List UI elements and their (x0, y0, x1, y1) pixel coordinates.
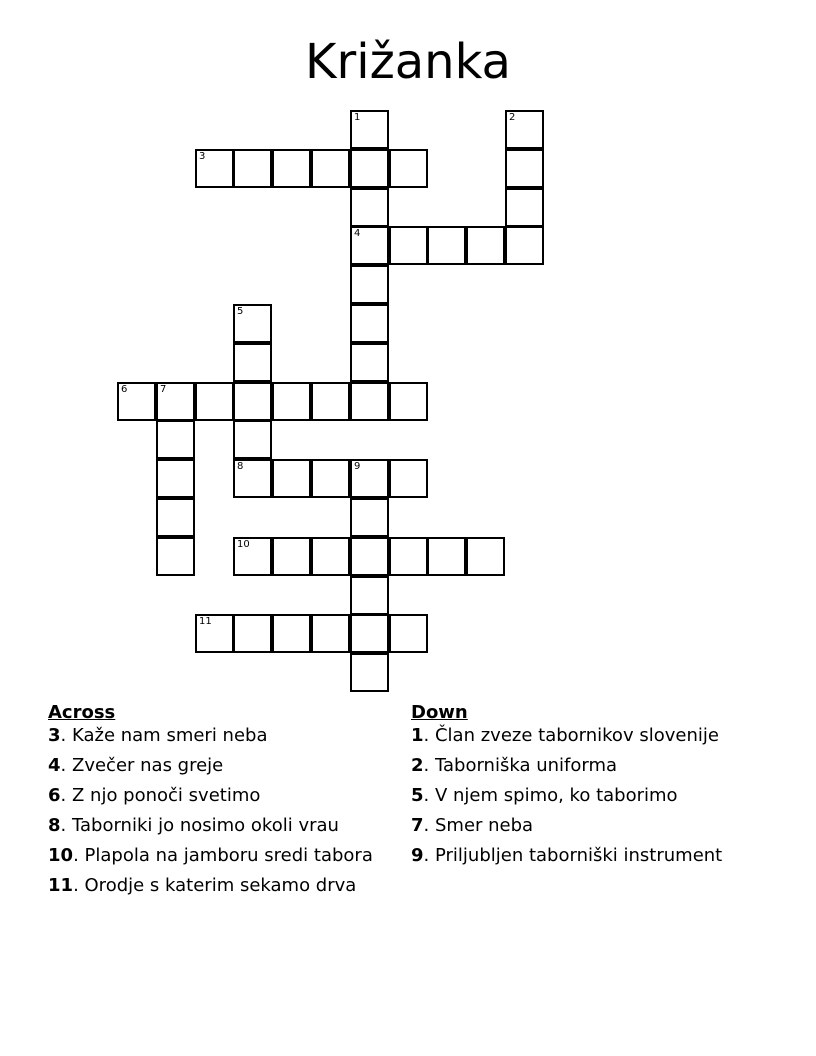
grid-cell[interactable] (156, 382, 195, 421)
across-clue-10: 10. Plapola na jamboru sredi tabora (48, 845, 373, 866)
grid-cell[interactable] (233, 149, 272, 188)
down-clue-5: 5. V njem spimo, ko taborimo (411, 785, 678, 806)
down-clue-7: 7. Smer neba (411, 815, 534, 836)
grid-cell[interactable] (195, 614, 234, 653)
grid-cell[interactable] (195, 149, 234, 188)
grid-cell[interactable] (350, 304, 389, 343)
grid-cell[interactable] (350, 110, 389, 149)
cell-number: 4 (354, 228, 361, 239)
clue-number: 2 (411, 755, 424, 776)
cell-number: 5 (237, 306, 244, 317)
grid-cell[interactable] (427, 226, 466, 265)
page-title: Križanka (305, 34, 511, 90)
grid-cell[interactable] (272, 459, 311, 498)
down-clue-2: 2. Taborniška uniforma (411, 755, 618, 776)
clue-text: Z njo ponoči svetimo (71, 785, 261, 806)
clue-number: 8 (48, 815, 61, 836)
grid-cell[interactable] (389, 382, 428, 421)
grid-cell[interactable] (233, 420, 272, 459)
clue-number: 11 (48, 875, 74, 896)
down-clue-9: 9. Priljubljen taborniški instrument (411, 845, 723, 866)
grid-cell[interactable] (272, 614, 311, 653)
grid-cell[interactable] (233, 304, 272, 343)
clue-text: Taborniška uniforma (434, 755, 618, 776)
grid-cell[interactable] (389, 226, 428, 265)
grid-cell[interactable] (350, 653, 389, 692)
grid-cell[interactable] (272, 149, 311, 188)
clue-number: 4 (48, 755, 61, 776)
grid-cell[interactable] (350, 537, 389, 576)
grid-cell[interactable] (389, 537, 428, 576)
grid-cell[interactable] (311, 614, 350, 653)
grid-cell[interactable] (505, 149, 544, 188)
grid-cell[interactable] (350, 188, 389, 227)
grid-cell[interactable] (233, 537, 272, 576)
clue-text: Taborniki jo nosimo okoli vrau (71, 815, 339, 836)
grid-cell[interactable] (505, 110, 544, 149)
grid-cell[interactable] (350, 382, 389, 421)
grid-cell[interactable] (466, 537, 505, 576)
grid-cell[interactable] (350, 226, 389, 265)
grid-cell[interactable] (233, 382, 272, 421)
cell-number: 7 (160, 384, 167, 395)
grid-cell[interactable] (350, 576, 389, 615)
cell-number: 3 (199, 151, 206, 162)
clue-number: 6 (48, 785, 61, 806)
grid-cell[interactable] (156, 537, 195, 576)
grid-cell[interactable] (427, 537, 466, 576)
clue-number: 3 (48, 725, 61, 746)
grid-cell[interactable] (350, 265, 389, 304)
grid-cell[interactable] (272, 537, 311, 576)
grid-cell[interactable] (117, 382, 156, 421)
grid-cell[interactable] (311, 382, 350, 421)
down-clue-1: 1. Član zveze tabornikov slovenije (411, 725, 719, 746)
cell-number: 1 (354, 112, 361, 123)
grid-cell[interactable] (389, 614, 428, 653)
clue-text: Priljubljen taborniški instrument (434, 845, 723, 866)
grid-cell[interactable] (505, 188, 544, 227)
clue-text: V njem spimo, ko taborimo (434, 785, 678, 806)
grid-cell[interactable] (466, 226, 505, 265)
clue-number: 7 (411, 815, 424, 836)
grid-cell[interactable] (195, 382, 234, 421)
grid-cell[interactable] (233, 343, 272, 382)
cell-number: 11 (199, 616, 212, 627)
cell-number: 6 (121, 384, 128, 395)
cell-number: 2 (509, 112, 516, 123)
grid-cell[interactable] (233, 614, 272, 653)
clue-text: Zvečer nas greje (71, 755, 224, 776)
clue-number: 5 (411, 785, 424, 806)
clue-text: Član zveze tabornikov slovenije (434, 725, 719, 746)
cell-number: 8 (237, 461, 244, 472)
grid-cell[interactable] (311, 149, 350, 188)
clue-text: Smer neba (434, 815, 534, 836)
clue-number: 1 (411, 725, 424, 746)
across-clue-8: 8. Taborniki jo nosimo okoli vrau (48, 815, 339, 836)
clue-text: Kaže nam smeri neba (71, 725, 268, 746)
across-clue-3: 3. Kaže nam smeri neba (48, 725, 268, 746)
clue-number: 9 (411, 845, 424, 866)
across-clue-4: 4. Zvečer nas greje (48, 755, 224, 776)
clue-text: Plapola na jamboru sredi tabora (84, 845, 373, 866)
grid-cell[interactable] (311, 459, 350, 498)
grid-cell[interactable] (350, 149, 389, 188)
grid-cell[interactable] (272, 382, 311, 421)
grid-cell[interactable] (350, 498, 389, 537)
cell-number: 10 (237, 539, 250, 550)
grid-cell[interactable] (156, 420, 195, 459)
grid-cell[interactable] (311, 537, 350, 576)
across-clue-6: 6. Z njo ponoči svetimo (48, 785, 261, 806)
across-heading: Across (48, 702, 116, 723)
grid-cell[interactable] (389, 149, 428, 188)
grid-cell[interactable] (156, 459, 195, 498)
across-clue-11: 11. Orodje s katerim sekamo drva (48, 875, 357, 896)
grid-cell[interactable] (233, 459, 272, 498)
down-clues (411, 703, 751, 876)
grid-cell[interactable] (389, 459, 428, 498)
grid-cell[interactable] (505, 226, 544, 265)
grid-cell[interactable] (156, 498, 195, 537)
down-heading: Down (411, 702, 468, 723)
clue-number: 10 (48, 845, 74, 866)
cell-number: 9 (354, 461, 361, 472)
grid-cell[interactable] (350, 614, 389, 653)
clue-text: Orodje s katerim sekamo drva (84, 875, 357, 896)
grid-cell[interactable] (350, 459, 389, 498)
across-clues (48, 703, 388, 906)
grid-cell[interactable] (350, 343, 389, 382)
